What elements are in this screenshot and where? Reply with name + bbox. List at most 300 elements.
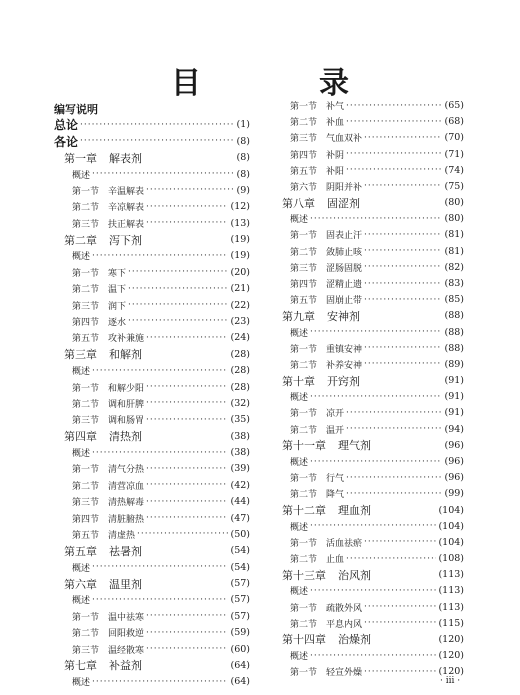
toc-section (282, 470, 464, 485)
section-label (282, 99, 344, 112)
dot-leader (146, 480, 228, 490)
page-ref: (9) (236, 184, 250, 196)
page-ref: (82) (444, 261, 464, 273)
page-ref: (38) (230, 447, 250, 458)
section-title: 固表止汗 (326, 231, 363, 242)
dot-leader (92, 366, 228, 376)
dot-leader (364, 359, 442, 369)
section-label (54, 462, 144, 475)
dot-leader (346, 149, 442, 159)
section-title: 降气 (326, 490, 345, 501)
section-label (282, 277, 362, 290)
section-label (282, 358, 362, 371)
chapter-title: 理气剂 (338, 439, 371, 453)
toc-section (54, 494, 250, 509)
entry-label: 概述 (290, 393, 309, 404)
section-number: 第一节 (290, 668, 318, 679)
dot-leader (310, 392, 442, 402)
chapter-label (54, 658, 142, 673)
entry-label: 概述 (290, 215, 309, 226)
page-ref: (20) (230, 266, 250, 278)
page-ref: (8) (236, 168, 250, 180)
page-ref: (60) (230, 643, 250, 655)
toc-section (54, 396, 250, 411)
section-label (54, 413, 144, 426)
section-title: 活血祛瘀 (326, 538, 363, 549)
chapter-label (282, 308, 360, 323)
section-title: 清营凉血 (108, 481, 145, 492)
section-title: 攻补兼施 (108, 334, 145, 345)
page-ref: (12) (230, 201, 250, 213)
section-label (54, 397, 144, 410)
page-ref: (96) (444, 456, 464, 467)
dot-leader (346, 117, 442, 127)
section-number: 第一节 (290, 409, 318, 420)
page-ref: (80) (444, 213, 464, 225)
toc-section (282, 551, 464, 566)
section-number: 第一节 (72, 465, 100, 476)
section-label (54, 610, 144, 623)
section-label (282, 148, 344, 161)
toc-chapter (282, 373, 464, 388)
section-title: 调和肠胃 (108, 416, 145, 427)
section-label (54, 528, 135, 541)
toc-entry (54, 560, 250, 575)
section-number: 第五节 (290, 296, 318, 307)
page-ref: (91) (444, 375, 464, 387)
chapter-number: 第九章 (282, 309, 315, 323)
section-label (282, 164, 344, 177)
entry-label: 概述 (72, 449, 91, 459)
section-label (282, 115, 344, 128)
dot-leader (80, 136, 235, 146)
page-ref: (1) (236, 119, 250, 131)
toc-section (54, 199, 250, 214)
page-ref: (28) (230, 348, 250, 360)
section-label (282, 293, 362, 306)
section-title: 扶正解表 (108, 219, 145, 230)
toc-section (282, 422, 464, 437)
section-number: 第三节 (72, 219, 100, 230)
toc-section (54, 412, 250, 427)
toc-chapter (54, 232, 250, 247)
section-label (282, 180, 362, 193)
section-title: 清气分热 (108, 465, 145, 476)
dot-leader (364, 246, 442, 256)
chapter-title: 温里剂 (109, 577, 142, 591)
section-title: 涩精止遗 (326, 280, 363, 290)
chapter-label (282, 438, 371, 453)
chapter-label (282, 195, 360, 210)
dot-leader (346, 424, 442, 434)
entry-label: 概述 (290, 328, 309, 339)
chapter-label (54, 576, 142, 591)
toc-section (54, 478, 250, 493)
section-label (282, 617, 362, 630)
page-ref: (57) (230, 610, 250, 622)
dot-leader (346, 554, 436, 564)
section-label (282, 423, 344, 436)
entry-label: 概述 (290, 587, 309, 598)
chapter-number: 第十三章 (282, 568, 326, 582)
page-ref: (115) (438, 617, 464, 629)
page-title: 目 录 (171, 66, 393, 101)
section-title: 补养安神 (326, 360, 363, 371)
toc-entry (54, 248, 250, 263)
section-title: 气血双补 (326, 134, 363, 145)
section-number: 第四节 (290, 150, 318, 161)
page-ref: (120) (438, 650, 464, 662)
dot-leader (146, 398, 228, 408)
section-label (282, 228, 362, 241)
page-ref: (80) (444, 197, 464, 209)
dot-leader (92, 677, 228, 687)
page-ref: (38) (230, 430, 250, 442)
toc-entry (282, 389, 464, 404)
page-ref: (42) (230, 479, 250, 491)
section-label (54, 266, 126, 279)
section-number: 第三节 (72, 301, 100, 312)
section-title: 润下 (108, 301, 127, 312)
toc-chapter (282, 195, 464, 210)
page-ref: (99) (444, 488, 464, 500)
toc-entry (54, 134, 250, 149)
entry-label: 各论 (54, 134, 79, 149)
toc-section (54, 281, 250, 296)
page-ref: (81) (444, 229, 464, 241)
section-number: 第一节 (72, 268, 100, 279)
chapter-number: 第一章 (64, 151, 97, 165)
chapter-label (282, 632, 371, 647)
toc-entry (54, 117, 250, 132)
section-title: 回阳救逆 (108, 629, 145, 640)
section-label (54, 331, 144, 344)
section-title: 清脏腑热 (108, 514, 145, 525)
section-title: 阴阳并补 (326, 182, 363, 193)
toc-section (282, 341, 464, 356)
toc-section (54, 609, 250, 624)
dot-leader (364, 343, 442, 353)
toc-chapter (54, 543, 250, 558)
chapter-label (54, 347, 142, 362)
toc-entry (54, 363, 250, 378)
dot-leader (137, 529, 228, 539)
dot-leader (146, 382, 228, 392)
entry-label: 概述 (72, 596, 91, 607)
entry-label: 概述 (290, 458, 309, 468)
dot-leader (146, 415, 228, 425)
toc-section (282, 535, 464, 550)
toc-section (282, 147, 464, 162)
dot-leader (80, 120, 235, 130)
dot-leader (310, 651, 436, 661)
page-ref: (57) (230, 594, 250, 606)
dot-leader (364, 618, 436, 628)
toc-section (282, 616, 464, 631)
section-title: 清热解毒 (108, 498, 145, 509)
section-number: 第一节 (72, 383, 100, 394)
toc-section (282, 260, 464, 275)
page-ref: (104) (438, 504, 464, 516)
dot-leader (92, 595, 228, 605)
section-title: 温经散寒 (108, 645, 145, 656)
page-ref: (32) (230, 397, 250, 409)
page-ref: (113) (438, 601, 464, 613)
toc-entry (282, 325, 464, 340)
section-title: 疏散外风 (326, 603, 363, 614)
section-label (54, 626, 144, 639)
toc-section (282, 357, 464, 372)
section-title: 温中祛寒 (108, 612, 145, 623)
entry-label: 概述 (290, 652, 309, 663)
page-ref: (35) (230, 414, 250, 426)
section-number: 第二节 (290, 360, 318, 371)
toc-chapter (54, 347, 250, 362)
section-label (282, 245, 362, 258)
page-ref: (8) (236, 135, 250, 147)
page-ref: (19) (230, 234, 250, 245)
section-title: 逐水 (108, 317, 127, 328)
toc-section (54, 265, 250, 280)
section-title: 寒下 (108, 268, 127, 279)
toc-section (54, 461, 250, 476)
toc-section (54, 511, 250, 526)
dot-leader (310, 327, 442, 337)
chapter-label (54, 232, 142, 247)
chapter-label (54, 150, 142, 165)
dot-leader (346, 489, 442, 499)
chapter-number: 第五章 (64, 544, 97, 558)
dot-leader (92, 251, 228, 261)
chapter-title: 泻下剂 (109, 233, 142, 247)
entry-label: 概述 (72, 252, 91, 263)
dot-leader (92, 169, 235, 179)
section-label (282, 131, 362, 144)
chapter-title: 补益剂 (109, 659, 142, 673)
section-title: 和解少阳 (108, 383, 145, 394)
dot-leader (128, 284, 228, 294)
page-ref: (28) (230, 381, 250, 393)
toc-entry (282, 648, 464, 663)
section-label (282, 601, 362, 614)
section-label (54, 282, 126, 295)
chapter-number: 第七章 (64, 659, 97, 673)
toc-entry (54, 101, 250, 116)
section-title: 补阴 (326, 150, 345, 161)
page-ref: (96) (444, 439, 464, 451)
toc-entry (282, 211, 464, 226)
dot-leader (364, 602, 436, 612)
section-number: 第二节 (290, 425, 318, 436)
section-label (54, 495, 144, 508)
chapter-number: 第四章 (64, 430, 97, 444)
section-label (282, 471, 344, 484)
page-ref: (91) (444, 407, 464, 419)
dot-leader (364, 667, 436, 677)
dot-leader (146, 644, 228, 654)
page-ref: (8) (236, 152, 250, 164)
section-title: 重镇安神 (326, 344, 363, 355)
page-ref: (44) (230, 496, 250, 508)
page-ref: (39) (230, 463, 250, 475)
page-ref: (75) (444, 180, 464, 192)
chapter-title: 清热剂 (109, 430, 142, 444)
dot-leader (146, 202, 228, 212)
section-number: 第一节 (290, 102, 318, 112)
page-ref: (81) (444, 245, 464, 257)
section-title: 凉开 (326, 409, 345, 420)
page-ref: (88) (444, 310, 464, 322)
page-ref: (54) (230, 561, 250, 573)
toc-entry (282, 583, 464, 598)
page-ref: (94) (444, 423, 464, 435)
chapter-title: 和解剂 (109, 348, 142, 362)
page-ref: (54) (230, 545, 250, 557)
toc-section (282, 292, 464, 307)
dot-leader (310, 214, 442, 224)
section-title: 固崩止带 (326, 296, 363, 307)
section-number: 第一节 (290, 231, 318, 242)
section-label (282, 406, 344, 419)
section-title: 辛凉解表 (108, 203, 145, 214)
page-ref: (47) (230, 512, 250, 524)
toc-entry (54, 674, 250, 689)
toc-section (54, 642, 250, 657)
entry-label: 概述 (72, 678, 91, 689)
page-ref: (71) (444, 148, 464, 160)
chapter-number: 第八章 (282, 196, 315, 210)
section-label (54, 184, 144, 197)
chapter-title: 安神剂 (327, 309, 360, 323)
section-number: 第六节 (290, 182, 318, 193)
chapter-title: 固涩剂 (327, 196, 360, 210)
entry-label: 概述 (72, 367, 91, 378)
page-ref: (19) (230, 250, 250, 262)
section-label (282, 536, 362, 549)
section-number: 第四节 (72, 317, 100, 328)
section-number: 第一节 (290, 603, 318, 614)
toc-chapter (282, 438, 464, 453)
page-ref: (120) (438, 633, 464, 645)
toc-chapter (282, 567, 464, 582)
section-number: 第二节 (290, 118, 318, 129)
page-number: · iii · (440, 676, 461, 686)
toc-section (54, 625, 250, 640)
section-title: 补气 (326, 102, 345, 112)
chapter-number: 第二章 (64, 233, 97, 247)
page-ref: (88) (444, 326, 464, 338)
page-ref: (96) (444, 472, 464, 484)
section-number: 第三节 (72, 498, 100, 509)
section-title: 行气 (326, 474, 345, 485)
toc-section (282, 405, 464, 420)
toc-chapter (54, 150, 250, 165)
dot-leader (310, 521, 436, 531)
page-ref: (24) (230, 332, 250, 344)
dot-leader (364, 133, 442, 143)
section-number: 第三节 (290, 263, 318, 274)
page-ref: (64) (230, 676, 250, 688)
page-ref: (64) (230, 659, 250, 671)
toc-section (282, 179, 464, 194)
page-ref: (83) (444, 278, 464, 289)
section-number: 第二节 (290, 619, 318, 630)
dot-leader (128, 300, 228, 310)
dot-leader (310, 457, 442, 467)
section-number: 第五节 (72, 334, 100, 345)
section-number: 第四节 (290, 280, 318, 290)
toc-entry (54, 592, 250, 607)
section-number: 第一节 (72, 186, 100, 197)
section-title: 辛温解表 (108, 186, 145, 197)
page-ref: (113) (438, 585, 464, 597)
toc-section (54, 314, 250, 329)
chapter-number: 第十四章 (282, 633, 326, 647)
page-ref: (59) (230, 627, 250, 639)
toc-entry (282, 454, 464, 469)
dot-leader (364, 537, 436, 547)
toc-chapter (282, 503, 464, 518)
dot-leader (310, 586, 436, 596)
chapter-label (282, 567, 371, 582)
section-number: 第三节 (72, 645, 100, 656)
section-label (282, 487, 344, 500)
page-ref: (88) (444, 342, 464, 354)
dot-leader (146, 497, 228, 507)
chapter-number: 第十一章 (282, 439, 326, 453)
toc-section (54, 183, 250, 198)
toc-section (54, 380, 250, 395)
dot-leader (128, 267, 228, 277)
toc-chapter (282, 632, 464, 647)
dot-leader (364, 181, 442, 191)
toc-section (282, 130, 464, 145)
section-number: 第二节 (72, 629, 100, 640)
section-label (282, 552, 344, 565)
toc-section (54, 216, 250, 231)
section-number: 第二节 (290, 247, 318, 258)
dot-leader (146, 611, 228, 621)
dot-leader (128, 316, 228, 326)
page-ref: (91) (444, 391, 464, 403)
page-ref: (74) (444, 164, 464, 176)
toc-section (282, 600, 464, 615)
chapter-title: 祛暑剂 (109, 544, 142, 558)
section-number: 第一节 (290, 538, 318, 549)
section-number: 第二节 (72, 285, 100, 296)
page-ref: (22) (230, 299, 250, 311)
dot-leader (364, 230, 442, 240)
page-ref: (89) (444, 358, 464, 370)
entry-label: 总论 (54, 118, 79, 133)
toc-section (282, 664, 464, 679)
dot-leader (146, 185, 235, 195)
section-number: 第五节 (290, 166, 318, 177)
toc-entry (54, 445, 250, 460)
section-title: 补阳 (326, 166, 345, 177)
toc-section (282, 244, 464, 259)
section-title: 涩肠固脱 (326, 263, 363, 274)
page-ref: (57) (230, 578, 250, 589)
dot-leader (364, 262, 442, 272)
dot-leader (146, 628, 228, 638)
toc-entry (54, 167, 250, 182)
section-title: 补血 (326, 118, 345, 129)
chapter-title: 治燥剂 (338, 633, 371, 647)
dot-leader (146, 513, 228, 523)
toc-chapter (282, 308, 464, 323)
toc-section (282, 98, 464, 113)
